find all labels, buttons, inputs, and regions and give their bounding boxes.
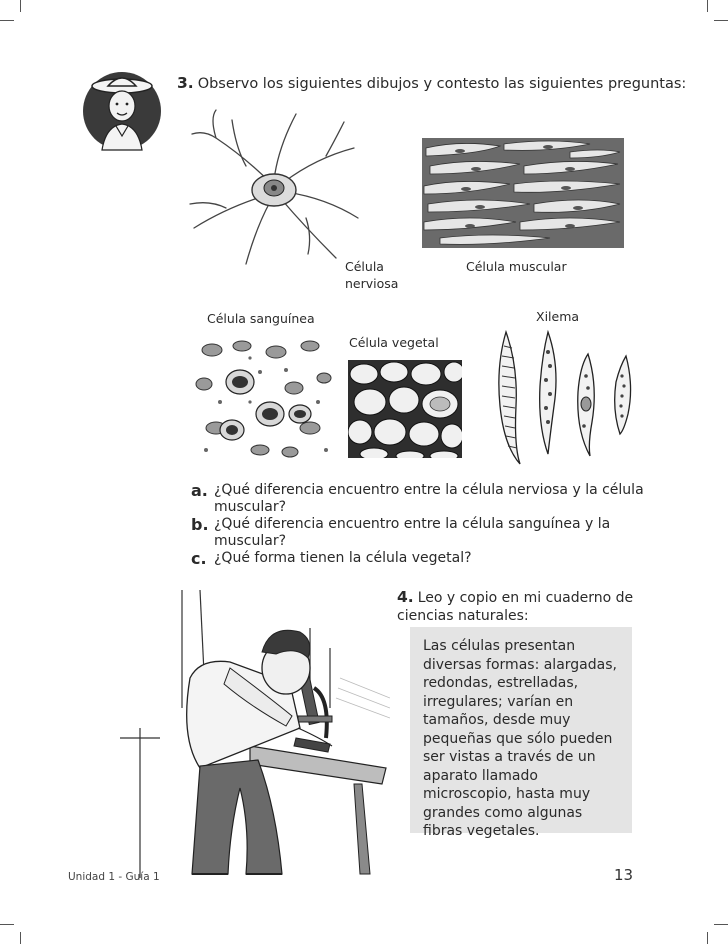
label-xylem: Xilema — [536, 309, 580, 324]
plant-cell-illustration — [348, 360, 462, 458]
crop-mark — [0, 20, 14, 21]
label-muscle-cell: Célula muscular — [466, 259, 567, 274]
label-nerve-line1: Célula — [345, 259, 384, 274]
question-list — [191, 482, 661, 567]
crop-mark — [714, 20, 728, 21]
item-letter: a. — [191, 481, 208, 500]
question-text: Leo y copio en mi cuaderno de ciencias naturales: — [397, 590, 634, 624]
label-nerve-line2: nerviosa — [345, 276, 399, 291]
blood-cell-illustration — [190, 332, 336, 462]
scientist-microscope-illustration — [100, 588, 390, 878]
footer-unit: Unidad 1 - Guía 1 — [68, 871, 160, 883]
crop-mark — [714, 924, 728, 925]
crop-mark — [20, 0, 21, 12]
xylem-illustration — [490, 326, 640, 466]
question-number: 3. — [177, 74, 194, 92]
list-item — [191, 482, 661, 516]
item-text: ¿Qué forma tienen la célula vegetal? — [214, 550, 472, 566]
crop-mark — [0, 924, 14, 925]
list-item — [191, 516, 661, 550]
item-letter: b. — [191, 515, 209, 534]
label-blood-cell: Célula sanguínea — [207, 311, 315, 326]
question-4 — [397, 588, 637, 625]
item-letter: c. — [191, 549, 207, 568]
question-number: 4. — [397, 588, 414, 606]
question-text: Observo los siguientes dibujos y contesto las siguientes preguntas: — [197, 76, 687, 92]
muscle-cell-illustration — [420, 134, 626, 252]
info-box-text: Las células presentan diversas formas: alargadas, redondas, estrelladas, irregulares; varían en tamaños, desde muy pequeñas que sólo pueden ser vistas a través de un aparato llamado microscopio, hasta muy grandes como algunas fibras vegetales. — [423, 638, 617, 839]
boy-mascot-icon — [80, 66, 164, 152]
item-text: ¿Qué diferencia encuentro entre la célula nerviosa y la célula muscular? — [214, 482, 644, 515]
label-nerve-cell — [345, 258, 398, 292]
crop-mark — [707, 0, 708, 12]
crop-mark — [707, 932, 708, 944]
crop-mark — [20, 932, 21, 944]
nerve-cell-illustration — [186, 108, 362, 268]
list-item — [191, 550, 661, 567]
item-text: ¿Qué diferencia encuentro entre la célula sanguínea y la muscular? — [214, 516, 611, 549]
label-plant-cell: Célula vegetal — [349, 335, 439, 350]
info-box — [410, 627, 632, 839]
question-3 — [177, 74, 686, 92]
page-number: 13 — [614, 866, 634, 884]
